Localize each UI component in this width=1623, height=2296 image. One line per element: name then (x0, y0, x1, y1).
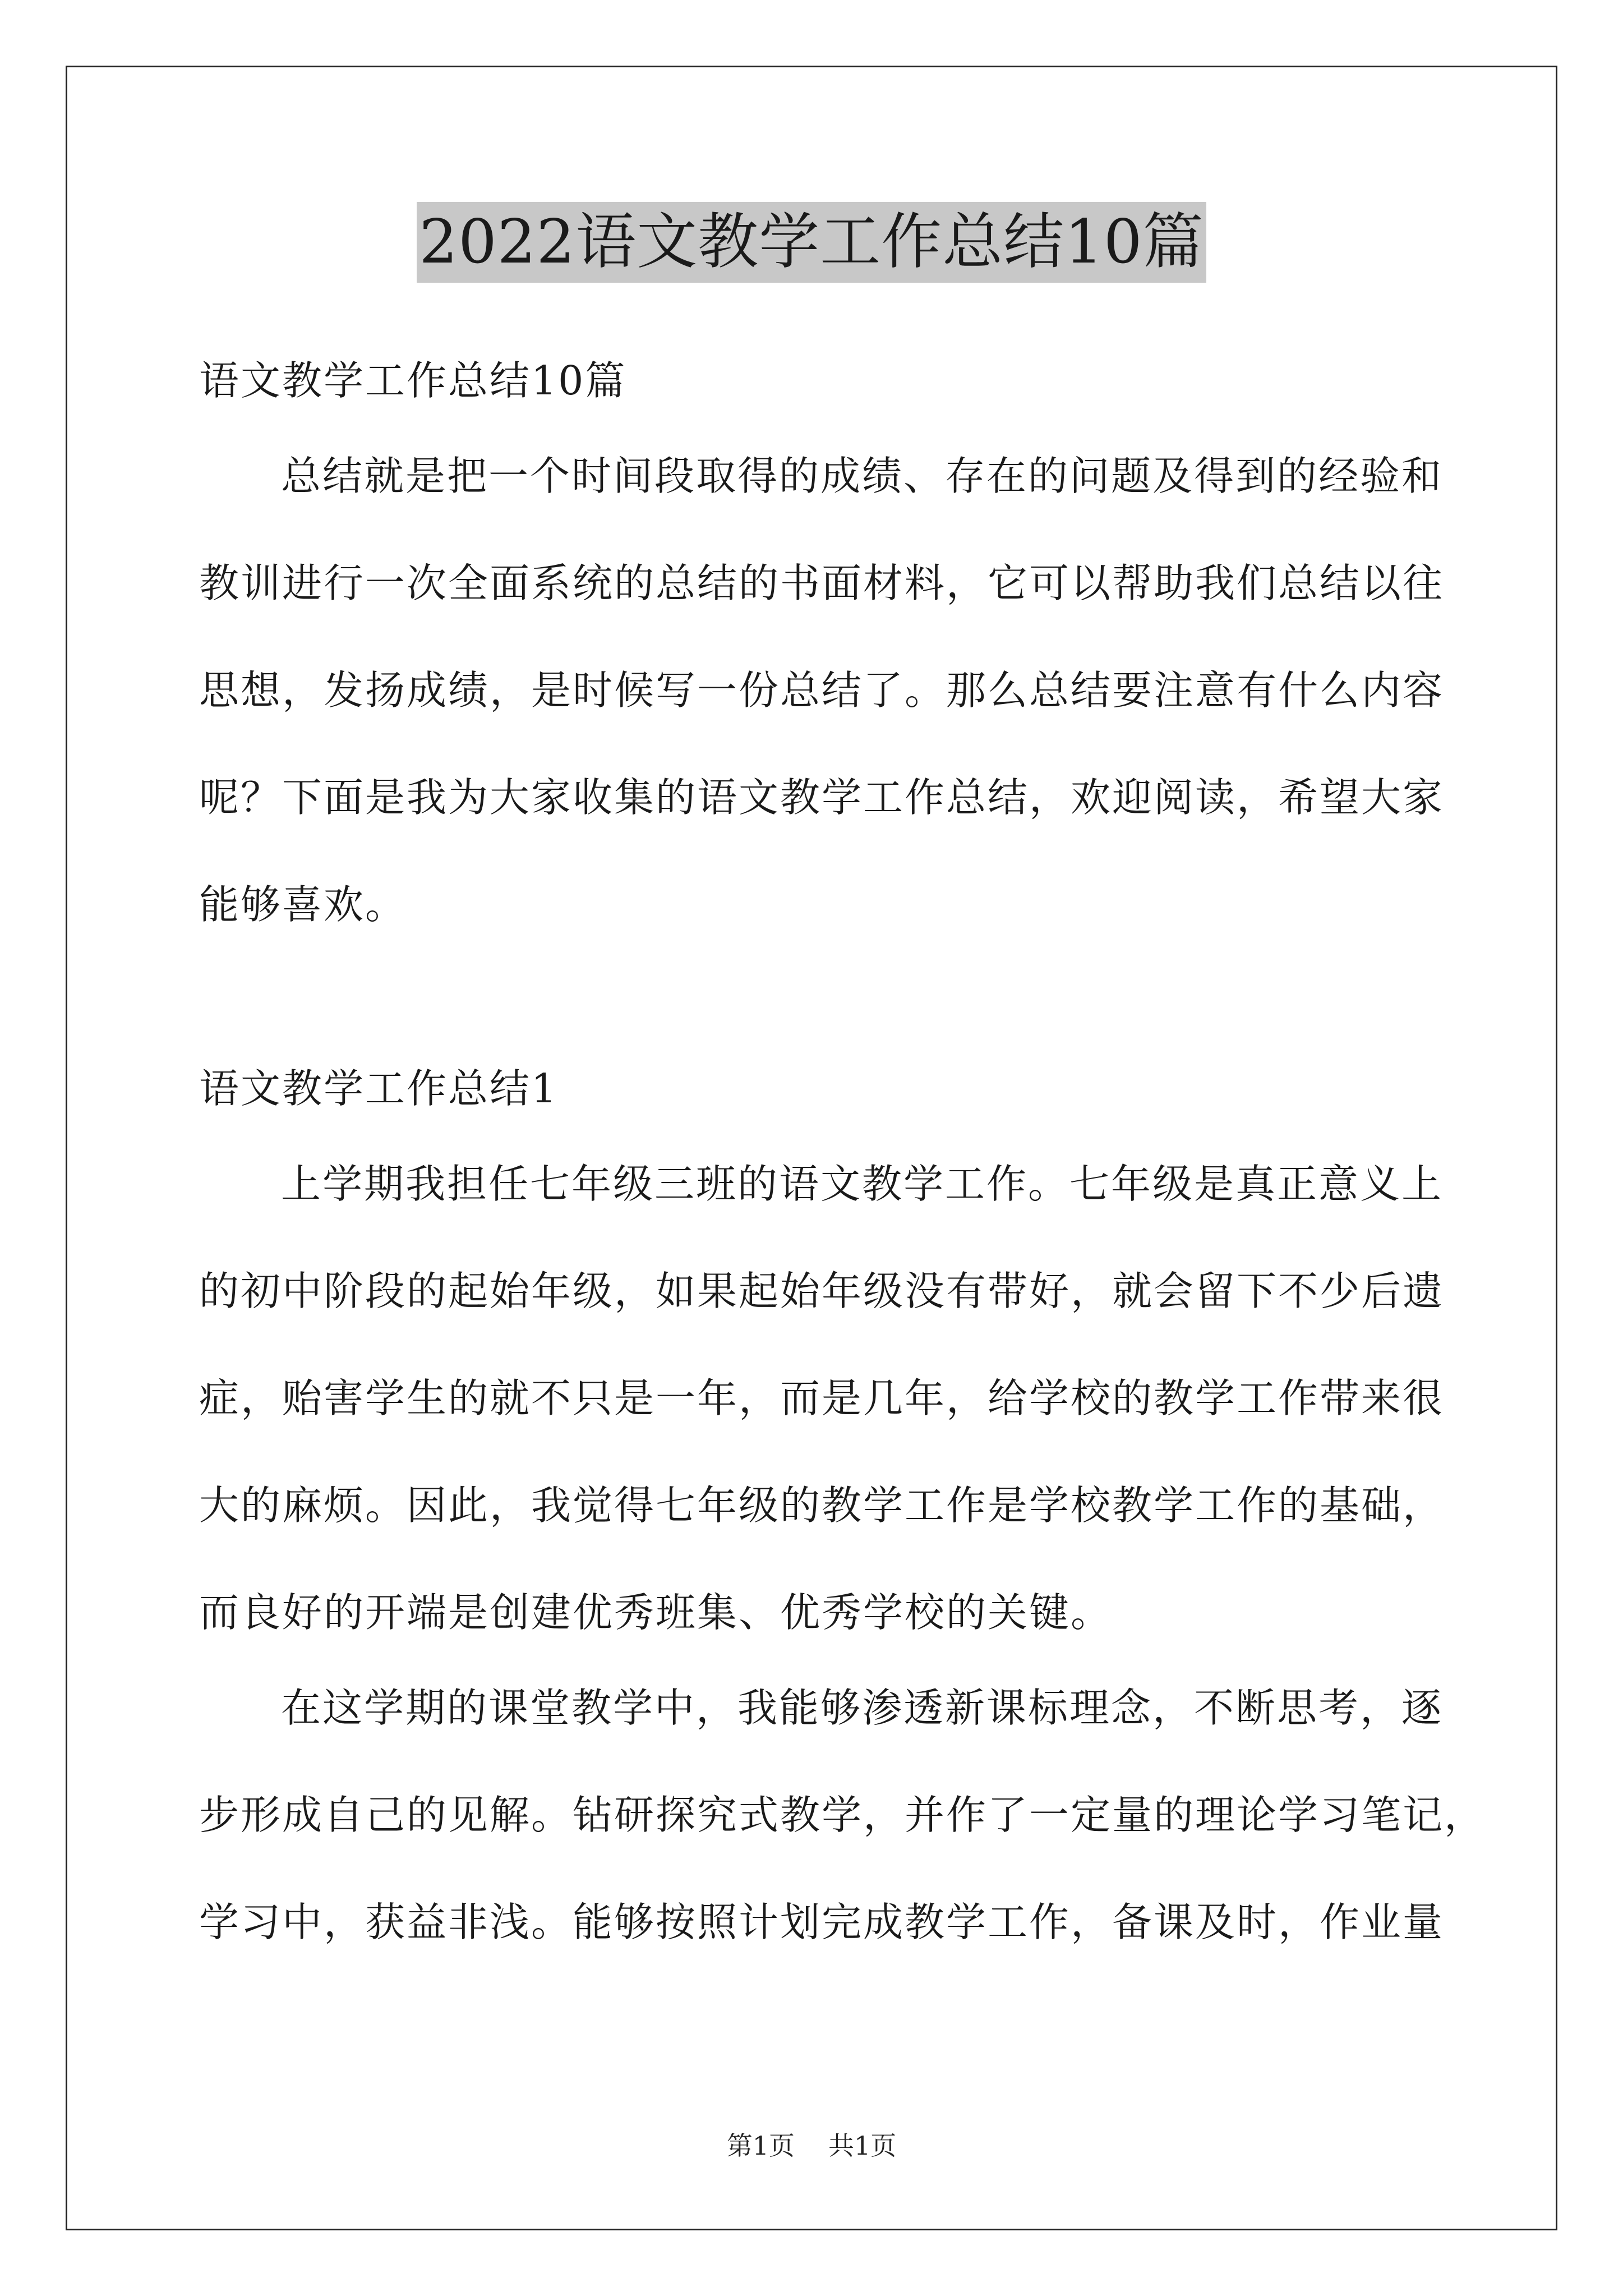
document-title (0, 202, 1623, 286)
paragraph-line: 上学期我担任七年级三班的语文教学工作。七年级是真正意义上 (281, 1161, 1444, 1207)
section-heading: 语文教学工作总结1 (199, 1065, 559, 1112)
page-total: 共1页 (828, 2131, 897, 2161)
document-title-text: 2022语文教学工作总结10篇 (417, 202, 1206, 283)
paragraph-line: 症，贻害学生的就不只是一年，而是几年，给学校的教学工作带来很 (199, 1375, 1445, 1421)
page-footer (0, 2129, 1623, 2162)
paragraph-line: 在这学期的课堂教学中，我能够渗透新课标理念，不断思考，逐 (281, 1685, 1444, 1731)
subtitle: 语文教学工作总结10篇 (199, 357, 627, 404)
section1-paragraph-1 (199, 1157, 1445, 1640)
document-body (199, 303, 1486, 1950)
paragraph-line: 总结就是把一个时间段取得的成绩、存在的问题及得到的经验和 (281, 453, 1444, 499)
paragraph-line: 思想，发扬成绩，是时候写一份总结了。那么总结要注意有什么内容 (199, 667, 1445, 714)
intro-paragraph (199, 449, 1445, 932)
paragraph-line: 学习中，获益非浅。能够按照计划完成教学工作，备课及时，作业量 (199, 1899, 1445, 1945)
paragraph-line: 呢？下面是我为大家收集的语文教学工作总结，欢迎阅读，希望大家 (199, 774, 1445, 821)
paragraph-line: 能够喜欢。 (199, 881, 407, 928)
paragraph-line: 的初中阶段的起始年级，如果起始年级没有带好，就会留下不少后遗 (199, 1268, 1445, 1314)
section-spacer (199, 932, 1433, 1061)
section1-paragraph-2 (199, 1681, 1486, 1950)
paragraph-line: 而良好的开端是创建优秀班集、优秀学校的关键。 (199, 1589, 1113, 1636)
paragraph-line: 大的麻烦。因此，我觉得七年级的教学工作是学校教学工作的基础， (199, 1482, 1445, 1529)
page-number: 第1页 (726, 2131, 795, 2161)
paragraph-line: 步形成自己的见解。钻研探究式教学，并作了一定量的理论学习笔记， (199, 1792, 1486, 1838)
paragraph-line: 教训进行一次全面系统的总结的书面材料，它可以帮助我们总结以往 (199, 560, 1445, 606)
